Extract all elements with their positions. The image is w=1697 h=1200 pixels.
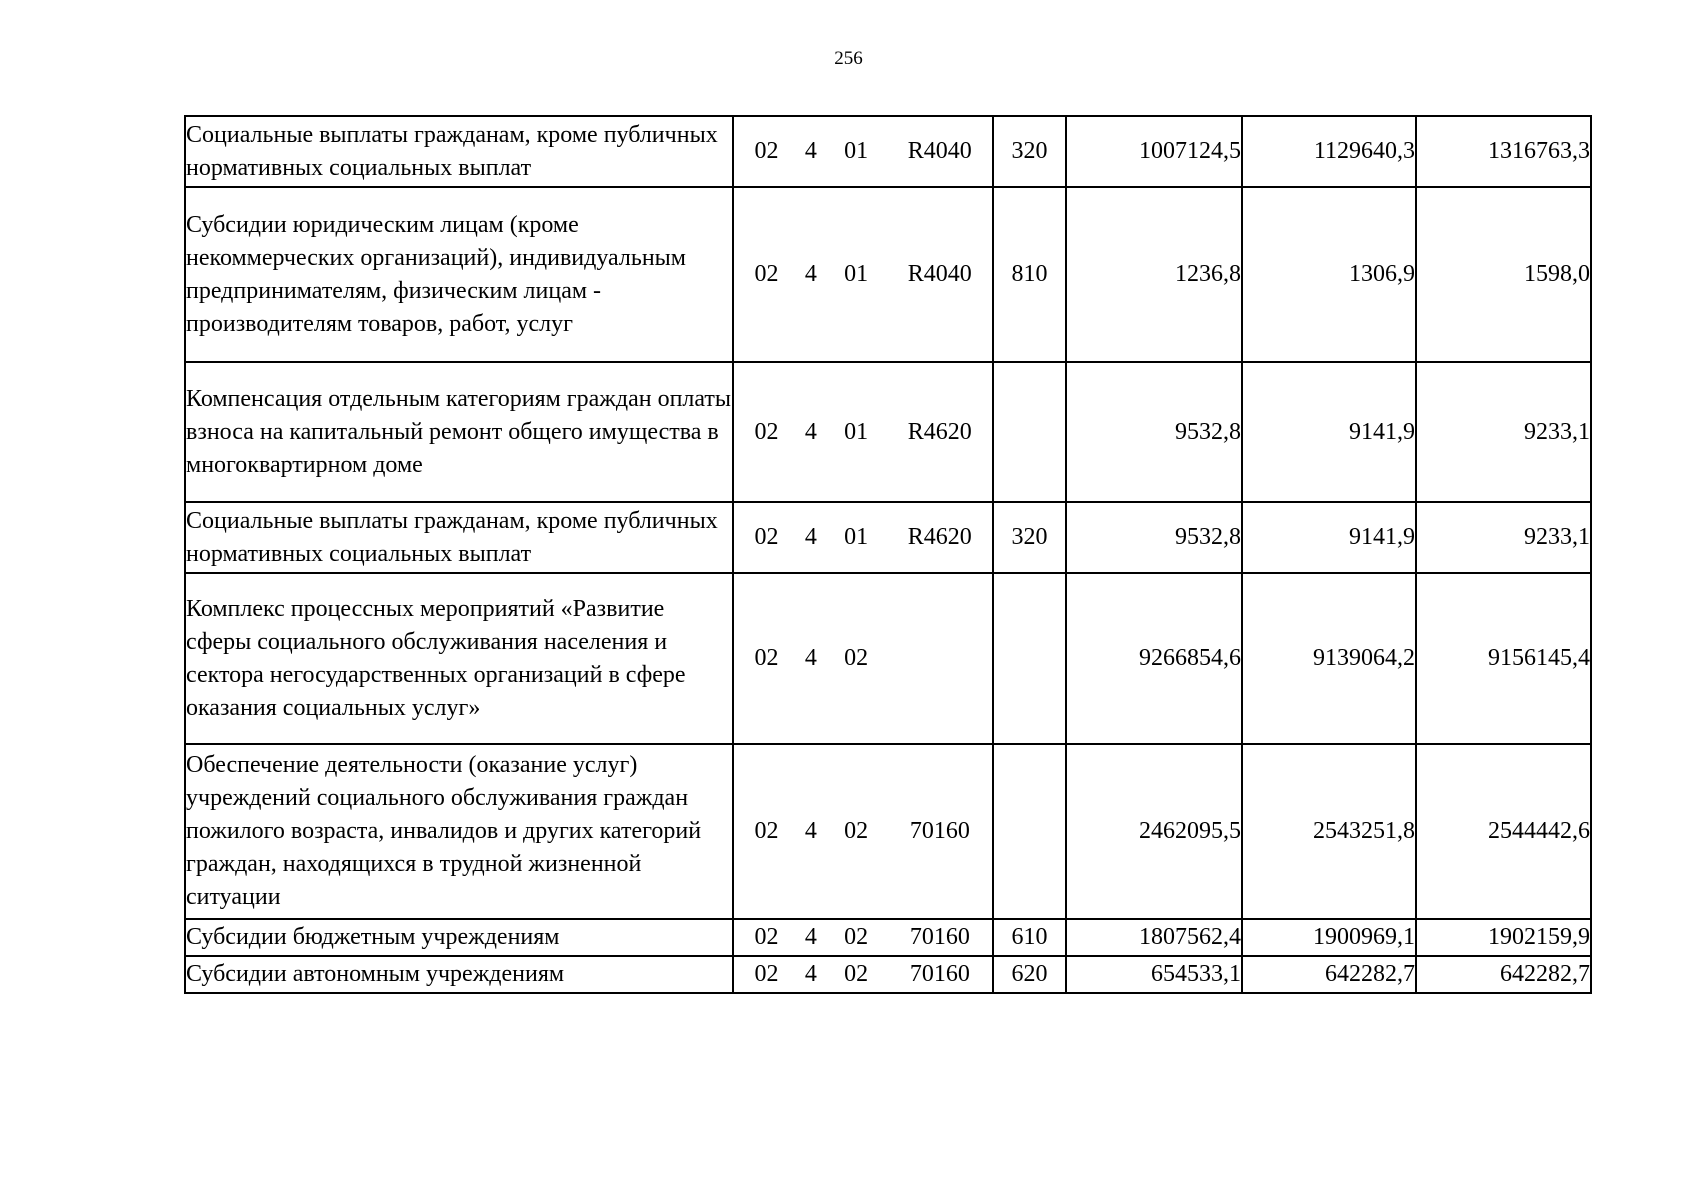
table-row	[185, 919, 1591, 956]
subprogram-code: 4	[804, 261, 817, 287]
amount-year3-cell: 1598,0	[1416, 187, 1591, 362]
amount-year3-cell: 1902159,9	[1416, 919, 1591, 956]
direction-code: R4620	[907, 524, 972, 550]
amount-year2-cell: 9141,9	[1242, 362, 1416, 502]
expense-type-cell: 320	[993, 502, 1066, 573]
table-row	[185, 187, 1591, 362]
row-name-cell: Субсидии юридическим лицам (кроме некоммерческих организаций), индивидуальным предпринимателям, физическим лицам - производителям товаров, работ, услуг	[185, 187, 733, 362]
main-activity-code: 01	[844, 138, 869, 164]
direction-code: 70160	[909, 961, 970, 987]
table-row	[185, 573, 1591, 744]
amount-year3-cell: 9233,1	[1416, 362, 1591, 502]
expense-type-cell: 810	[993, 187, 1066, 362]
code-cell	[733, 362, 993, 502]
amount-year1-cell: 1807562,4	[1066, 919, 1242, 956]
table-row	[185, 362, 1591, 502]
row-name-cell: Комплекс процессных мероприятий «Развитие сферы социального обслуживания населения и сектора негосударственных организаций в сфере оказания социальных услуг»	[185, 573, 733, 744]
program-code: 02	[754, 818, 779, 844]
amount-year1-cell: 2462095,5	[1066, 744, 1242, 919]
amount-year1-cell: 654533,1	[1066, 956, 1242, 993]
expense-type-cell: 620	[993, 956, 1066, 993]
amount-year1-cell: 9266854,6	[1066, 573, 1242, 744]
amount-year3-cell: 9156145,4	[1416, 573, 1591, 744]
code-cell	[733, 919, 993, 956]
amount-year2-cell: 1900969,1	[1242, 919, 1416, 956]
amount-year1-cell: 1007124,5	[1066, 116, 1242, 187]
subprogram-code: 4	[804, 818, 817, 844]
code-cell	[733, 187, 993, 362]
direction-code: R4040	[907, 138, 972, 164]
direction-code: 70160	[909, 818, 970, 844]
code-cell	[733, 116, 993, 187]
program-code: 02	[754, 924, 779, 950]
main-activity-code: 01	[844, 524, 869, 550]
program-code: 02	[754, 261, 779, 287]
amount-year3-cell: 9233,1	[1416, 502, 1591, 573]
subprogram-code: 4	[804, 924, 817, 950]
main-activity-code: 01	[844, 418, 869, 445]
main-activity-code: 02	[844, 961, 869, 987]
table-row	[185, 956, 1591, 993]
amount-year2-cell: 642282,7	[1242, 956, 1416, 993]
direction-code: R4040	[907, 261, 972, 287]
page-number: 256	[834, 48, 863, 69]
program-code: 02	[754, 524, 779, 550]
expense-type-cell: 320	[993, 116, 1066, 187]
amount-year3-cell: 1316763,3	[1416, 116, 1591, 187]
program-code: 02	[754, 961, 779, 987]
subprogram-code: 4	[804, 961, 817, 987]
amount-year1-cell: 9532,8	[1066, 502, 1242, 573]
table-row	[185, 116, 1591, 187]
main-activity-code: 02	[844, 818, 869, 844]
code-cell	[733, 502, 993, 573]
row-name-cell: Субсидии автономным учреждениям	[185, 956, 733, 993]
amount-year1-cell: 9532,8	[1066, 362, 1242, 502]
amount-year2-cell: 1306,9	[1242, 187, 1416, 362]
row-name-cell: Социальные выплаты гражданам, кроме публичных нормативных социальных выплат	[185, 502, 733, 573]
amount-year2-cell: 1129640,3	[1242, 116, 1416, 187]
amount-year2-cell: 9139064,2	[1242, 573, 1416, 744]
expense-type-cell	[993, 362, 1066, 502]
main-activity-code: 02	[844, 924, 869, 950]
row-name-cell: Субсидии бюджетным учреждениям	[185, 919, 733, 956]
program-code: 02	[754, 418, 779, 445]
expense-type-cell: 610	[993, 919, 1066, 956]
program-code: 02	[754, 138, 779, 164]
row-name-cell: Обеспечение деятельности (оказание услуг) учреждений социального обслуживания граждан пожилого возраста, инвалидов и других категорий граждан, находящихся в трудной жизненной ситуации	[185, 744, 733, 919]
code-cell	[733, 744, 993, 919]
main-activity-code: 02	[844, 645, 869, 671]
table-row	[185, 744, 1591, 919]
budget-table	[184, 115, 1592, 994]
row-name-cell: Компенсация отдельным категориям граждан оплаты взноса на капитальный ремонт общего имущества в многоквартирном доме	[185, 362, 733, 502]
code-cell	[733, 956, 993, 993]
amount-year1-cell: 1236,8	[1066, 187, 1242, 362]
main-activity-code: 01	[844, 261, 869, 287]
amount-year2-cell: 9141,9	[1242, 502, 1416, 573]
direction-code: 70160	[909, 924, 970, 950]
amount-year3-cell: 2544442,6	[1416, 744, 1591, 919]
expense-type-cell	[993, 744, 1066, 919]
direction-code: R4620	[907, 418, 972, 445]
program-code: 02	[754, 645, 779, 671]
subprogram-code: 4	[804, 524, 817, 550]
subprogram-code: 4	[804, 138, 817, 164]
expense-type-cell	[993, 573, 1066, 744]
subprogram-code: 4	[804, 645, 817, 671]
amount-year3-cell: 642282,7	[1416, 956, 1591, 993]
amount-year2-cell: 2543251,8	[1242, 744, 1416, 919]
row-name-cell: Социальные выплаты гражданам, кроме публичных нормативных социальных выплат	[185, 116, 733, 187]
table-row	[185, 502, 1591, 573]
subprogram-code: 4	[804, 418, 817, 445]
code-cell	[733, 573, 993, 744]
